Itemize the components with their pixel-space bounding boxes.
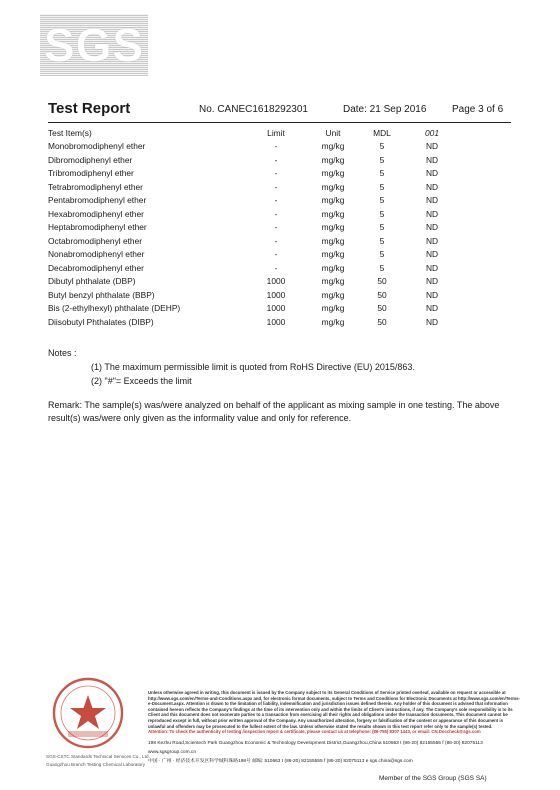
table-row [48, 234, 462, 248]
test-item-cell: Diisobutyl Phthalates (DIBP) [48, 316, 154, 327]
result-cell: ND [425, 276, 439, 287]
col-result-001: 001 [425, 127, 439, 138]
mdl-cell: 5 [379, 154, 385, 165]
col-test-item: Test Item(s) [48, 127, 92, 138]
unit-cell: mg/kg [321, 235, 345, 246]
unit-cell: mg/kg [321, 195, 345, 206]
mdl-cell: 50 [377, 276, 387, 287]
mdl-cell: 50 [377, 303, 387, 314]
sgs-logo [40, 14, 148, 76]
col-unit: Unit [325, 127, 341, 138]
header-rule [48, 122, 511, 123]
test-item-cell: Tribromodiphenyl ether [48, 168, 134, 179]
report-title: Test Report [48, 100, 131, 117]
limit-cell: - [274, 222, 278, 233]
table-row [48, 315, 462, 329]
mdl-cell: 5 [379, 235, 385, 246]
col-mdl: MDL [373, 127, 391, 138]
footer-disclaimer-block [148, 690, 520, 766]
result-cell: ND [425, 208, 439, 219]
unit-cell: mg/kg [321, 262, 345, 273]
unit-cell: mg/kg [321, 303, 345, 314]
result-cell: ND [425, 168, 439, 179]
result-cell: ND [425, 303, 439, 314]
unit-cell: mg/kg [321, 181, 345, 192]
test-item-cell: Decabromodiphenyl ether [48, 262, 144, 273]
unit-cell: mg/kg [321, 222, 345, 233]
stamp-label: SGS-CSTC Standards Technical Services Co., Ltd. [46, 754, 150, 759]
mdl-cell: 50 [377, 289, 387, 300]
report-date: Date: 21 Sep 2016 [343, 104, 427, 115]
unit-cell: mg/kg [321, 168, 345, 179]
result-cell: ND [425, 141, 439, 152]
unit-cell: mg/kg [321, 316, 345, 327]
test-item-cell: Bis (2-ethylhexyl) phthalate (DEHP) [48, 303, 181, 314]
remark-text: Remark: The sample(s) was/were analyzed on behalf of the applicant as mixing sample in one testing. The above result(s) was/were only given as the informality value and only for reference. [48, 400, 500, 423]
report-number: No. CANEC1618292301 [199, 104, 308, 115]
result-cell: ND [425, 181, 439, 192]
mdl-cell: 5 [379, 222, 385, 233]
limit-cell: - [274, 249, 278, 260]
unit-cell: mg/kg [321, 208, 345, 219]
table-row [48, 153, 462, 167]
unit-cell: mg/kg [321, 249, 345, 260]
table-row [48, 221, 462, 235]
limit-cell: - [274, 195, 278, 206]
table-row [48, 194, 462, 208]
result-cell: ND [425, 249, 439, 260]
mdl-cell: 5 [379, 249, 385, 260]
mdl-cell: 50 [377, 316, 387, 327]
unit-cell: mg/kg [321, 141, 345, 152]
table-row [48, 261, 462, 275]
test-item-cell: Dibromodiphenyl ether [48, 154, 133, 165]
table-row [48, 288, 462, 302]
limit-cell: - [274, 181, 278, 192]
test-item-cell: Hexabromodiphenyl ether [48, 208, 144, 219]
test-item-cell: Dibutyl phthalate (DBP) [48, 276, 136, 287]
logo-text: SGS [43, 19, 145, 71]
mdl-cell: 5 [379, 208, 385, 219]
stamp-label: Guangzhou Branch Testing Chemical Laboratory [46, 762, 145, 767]
limit-cell: - [274, 154, 278, 165]
col-limit: Limit [267, 127, 285, 138]
unit-cell: mg/kg [321, 276, 345, 287]
unit-cell: mg/kg [321, 154, 345, 165]
mdl-cell: 5 [379, 195, 385, 206]
results-table [48, 126, 462, 329]
limit-cell: 1000 [266, 316, 286, 327]
test-item-cell: Pentabromodiphenyl ether [48, 195, 147, 206]
mdl-cell: 5 [379, 141, 385, 152]
result-cell: ND [425, 262, 439, 273]
attention-text: Attention: To check the authenticity of testing /inspection report & certificate, please contact us at telephone: (86-755) 8307 1443, or email: CN.Doccheck@sgs.com [148, 729, 481, 735]
result-cell: ND [425, 316, 439, 327]
table-row [48, 248, 462, 262]
test-item-cell: Heptabromodiphenyl ether [48, 222, 147, 233]
limit-cell: - [274, 168, 278, 179]
table-row [48, 140, 462, 154]
disclaimer-text: Unless otherwise agreed in writing, this document is issued by the Company subject to its General Conditions of Service printed overleaf, available on request or accessible at http://www.sgs.com/en/Terms-and-Conditions.aspx and, for electronic format documents, subject to Terms and Conditions for Electronic Documents at http://www.sgs.com/en/Terms-e-Document.aspx. Attention is drawn to the limitation of liability, indemnification and jurisdiction issues defined therein. Any holder of this document is advised that information contained hereon reflects the Company's findings at the time of its intervention only and within the limits of Client's instructions, if any. The Company's sole responsibility is to its Client and this document does not exonerate parties to a transaction from exercising all their rights and obligations under the transaction documents. This document cannot be reproduced except in full, without prior written approval of the Company. Any unauthorized alteration, forgery or falsification of the content or appearance of this document is unlawful and offenders may be prosecuted to the fullest extent of the law. Unless otherwise stated the results shown in this test report refer only to the sample(s) tested. [148, 690, 520, 729]
note-item: (2) "#"= Exceeds the limit [91, 376, 192, 386]
limit-cell: 1000 [266, 276, 286, 287]
limit-cell: 1000 [266, 289, 286, 300]
limit-cell: - [274, 262, 278, 273]
page-number: Page 3 of 6 [452, 104, 504, 115]
table-header-row [48, 126, 462, 140]
unit-cell: mg/kg [321, 289, 345, 300]
note-item: (1) The maximum permissible limit is quoted from RoHS Directive (EU) 2015/863. [91, 362, 415, 372]
result-cell: ND [425, 222, 439, 233]
limit-cell: - [274, 208, 278, 219]
test-item-cell: Butyl benzyl phthalate (BBP) [48, 289, 155, 300]
result-cell: ND [425, 195, 439, 206]
test-item-cell: Monobromodiphenyl ether [48, 141, 146, 152]
mdl-cell: 5 [379, 168, 385, 179]
member-line: Member of the SGS Group (SGS SA) [379, 775, 487, 782]
result-cell: ND [425, 235, 439, 246]
result-cell: ND [425, 289, 439, 300]
limit-cell: 1000 [266, 303, 286, 314]
limit-cell: - [274, 235, 278, 246]
test-item-cell: Tetrabromodiphenyl ether [48, 181, 143, 192]
address-english: 198 Kezhu Road,Scientech Park Guangzhou Economic & Technology Development District,Guangzhou,China 510663 t (86-20) 82155555 f (86-20) 82075113 www.sgsgroup.com.cn [148, 740, 483, 755]
test-item-cell: Octabromodiphenyl ether [48, 235, 143, 246]
address-chinese: 中国 · 广州 · 经济技术开发区科学城科珠路198号 邮编: 510663 t (86-20) 82155555 f (86-20) 82075113 e sgs.china@sgs.com [148, 758, 413, 764]
mdl-cell: 5 [379, 181, 385, 192]
result-cell: ND [425, 154, 439, 165]
table-row [48, 180, 462, 194]
notes-heading: Notes : [48, 348, 77, 358]
company-seal [46, 673, 136, 751]
test-item-cell: Nonabromodiphenyl ether [48, 249, 145, 260]
mdl-cell: 5 [379, 262, 385, 273]
limit-cell: - [274, 141, 278, 152]
table-row [48, 167, 462, 181]
table-row [48, 302, 462, 316]
table-row [48, 207, 462, 221]
table-row [48, 275, 462, 289]
